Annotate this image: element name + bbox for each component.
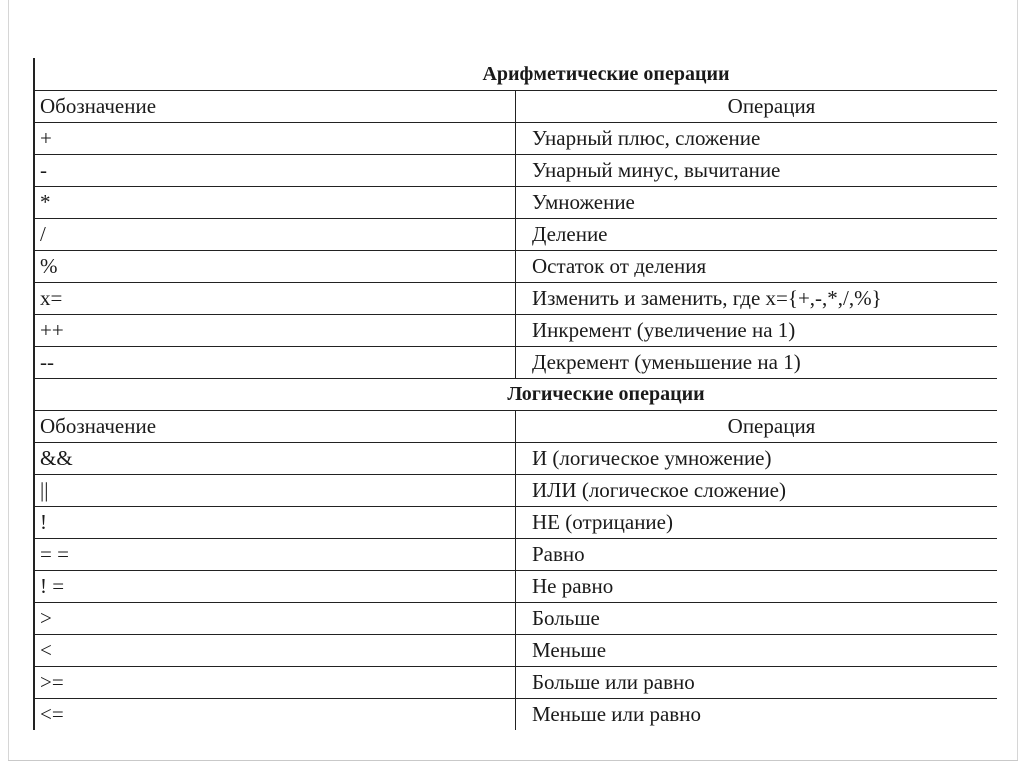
table-row [34,346,997,378]
table-row [34,314,997,346]
operation-cell: Изменить и заменить, где x={+,-,*,/,%} [516,282,998,314]
symbol-cell: > [34,602,516,634]
symbol-cell: < [34,634,516,666]
operation-cell: Унарный минус, вычитание [516,154,998,186]
section-title-row [34,378,997,410]
header-operation [516,410,998,442]
operation-cell: Остаток от деления [516,250,998,282]
table-row [34,506,997,538]
symbol-cell: ! = [34,570,516,602]
slide-border-left [8,0,9,761]
symbol-cell: + [34,122,516,154]
slide-border-right [1017,0,1018,761]
symbol-cell: % [34,250,516,282]
symbol-cell: ++ [34,314,516,346]
table-row [34,250,997,282]
operation-cell: Умножение [516,186,998,218]
symbol-cell: / [34,218,516,250]
operation-cell: Меньше или равно [532,702,701,727]
slide-border-bottom [8,760,1018,761]
symbol-cell: -- [34,346,516,378]
header-symbol: Обозначение [34,90,516,122]
symbol-cell: >= [34,666,516,698]
section-title: Логические операции [507,383,705,405]
section-title-row [34,58,997,90]
symbol-cell: x= [34,282,516,314]
header-operation-label: Операция [727,414,816,438]
operation-cell: Инкремент (увеличение на 1) [516,314,998,346]
table-row [34,218,997,250]
table-row [34,442,997,474]
table-row [34,154,997,186]
section-title-cell [34,378,997,410]
table-row [34,282,997,314]
operations-table-body [34,58,997,730]
operations-table [33,58,997,730]
symbol-cell: * [34,186,516,218]
symbol-cell: ! [34,506,516,538]
symbol-cell: - [34,154,516,186]
operation-cell: Унарный плюс, сложение [516,122,998,154]
table-row [34,698,997,730]
table-row [34,122,997,154]
operation-cell: ИЛИ (логическое сложение) [516,474,998,506]
table-row [34,602,997,634]
header-symbol: Обозначение [34,410,516,442]
table-row [34,538,997,570]
table-row [34,634,997,666]
section-title-cell [34,58,997,90]
header-operation-label: Операция [727,94,816,118]
section-title: Арифметические операции [482,62,730,85]
header-operation [516,90,998,122]
symbol-cell: && [34,442,516,474]
symbol-cell: = = [34,538,516,570]
operation-cell: Равно [516,538,998,570]
symbol-cell: || [34,474,516,506]
operation-cell: Меньше [516,634,998,666]
table-row [34,474,997,506]
operation-cell: Больше или равно [516,666,998,698]
header-row [34,90,997,122]
operation-cell: Деление [516,218,998,250]
header-row [34,410,997,442]
operation-cell: НЕ (отрицание) [516,506,998,538]
symbol-cell: <= [34,698,516,730]
operation-cell: Не равно [516,570,998,602]
operation-cell: И (логическое умножение) [516,442,998,474]
table-row [34,666,997,698]
operation-cell: Больше [516,602,998,634]
operation-cell: Декремент (уменьшение на 1) [516,346,998,378]
table-row [34,570,997,602]
table-row [34,186,997,218]
